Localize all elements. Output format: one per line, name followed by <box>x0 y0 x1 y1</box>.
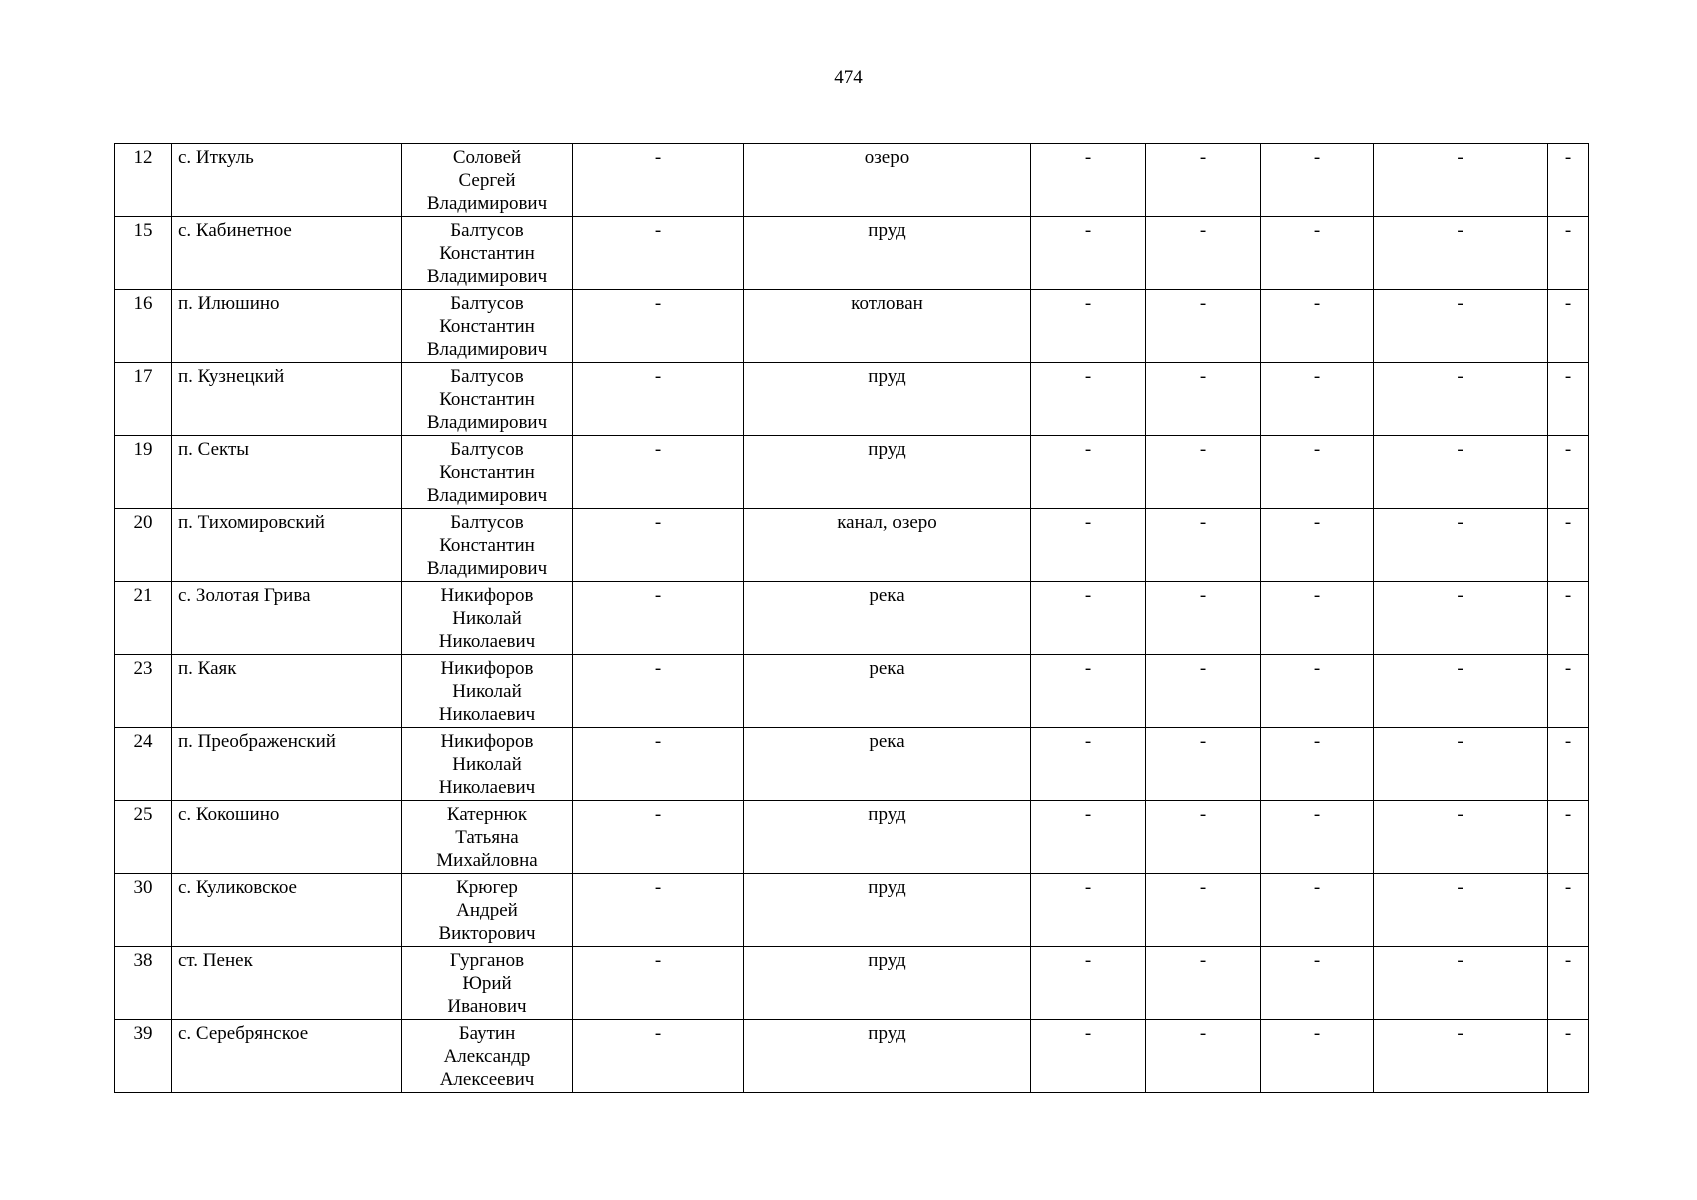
person-name-line: Николай <box>452 681 522 702</box>
dash-cell: - <box>1031 874 1146 947</box>
person-name-line: Викторович <box>438 923 536 944</box>
dash-cell: - <box>1031 509 1146 582</box>
table-row <box>115 874 1589 947</box>
dash-cell: - <box>1374 801 1548 874</box>
responsible-person-cell <box>402 363 573 436</box>
person-name-line: Николаевич <box>438 631 536 652</box>
dash-cell: - <box>1261 582 1374 655</box>
person-name-line: Никифоров <box>440 585 534 606</box>
dash-cell: - <box>573 290 744 363</box>
table-row <box>115 144 1589 217</box>
row-number-cell: 23 <box>115 655 172 728</box>
dash-cell: - <box>1374 728 1548 801</box>
water-body-cell: пруд <box>744 801 1031 874</box>
dash-cell: - <box>1374 655 1548 728</box>
dash-cell: - <box>1261 728 1374 801</box>
dash-cell: - <box>1374 363 1548 436</box>
dash-cell: - <box>1031 217 1146 290</box>
settlement-cell: с. Кабинетное <box>172 217 402 290</box>
settlement-cell: с. Иткуль <box>172 144 402 217</box>
person-name-line: Балтусов <box>450 439 524 460</box>
dash-cell: - <box>1031 144 1146 217</box>
dash-cell: - <box>1548 217 1589 290</box>
person-name-line: Николаевич <box>438 704 536 725</box>
person-name-line: Никифоров <box>440 658 534 679</box>
table-body <box>115 144 1589 1093</box>
person-name-line: Гурганов <box>449 950 525 971</box>
person-name-line: Константин <box>439 316 535 337</box>
dash-cell: - <box>1146 144 1261 217</box>
dash-cell: - <box>1548 801 1589 874</box>
dash-cell: - <box>1261 217 1374 290</box>
dash-cell: - <box>1261 290 1374 363</box>
dash-cell: - <box>1374 509 1548 582</box>
dash-cell: - <box>1146 1020 1261 1093</box>
person-name-line: Балтусов <box>450 512 524 533</box>
table-row <box>115 728 1589 801</box>
dash-cell: - <box>1261 947 1374 1020</box>
responsible-person-cell <box>402 509 573 582</box>
responsible-person-cell <box>402 728 573 801</box>
person-name-line: Николаевич <box>438 777 536 798</box>
person-name-line: Николай <box>452 754 522 775</box>
dash-cell: - <box>1261 655 1374 728</box>
dash-cell: - <box>1374 217 1548 290</box>
person-name-line: Владимирович <box>426 412 548 433</box>
dash-cell: - <box>1031 290 1146 363</box>
dash-cell: - <box>1374 874 1548 947</box>
settlement-cell: п. Каяк <box>172 655 402 728</box>
responsible-person-cell <box>402 217 573 290</box>
dash-cell: - <box>573 1020 744 1093</box>
dash-cell: - <box>1146 290 1261 363</box>
row-number-cell: 39 <box>115 1020 172 1093</box>
responsible-person-cell <box>402 582 573 655</box>
person-name-line: Александр <box>443 1046 531 1067</box>
person-name-line: Владимирович <box>426 193 548 214</box>
person-name-line: Николай <box>452 608 522 629</box>
person-name-line: Крюгер <box>456 877 518 898</box>
dash-cell: - <box>1374 290 1548 363</box>
settlement-cell: с. Кокошино <box>172 801 402 874</box>
water-body-cell: река <box>744 582 1031 655</box>
dash-cell: - <box>573 363 744 436</box>
person-name-line: Никифоров <box>440 731 534 752</box>
dash-cell: - <box>1146 801 1261 874</box>
water-body-cell: пруд <box>744 1020 1031 1093</box>
dash-cell: - <box>1548 582 1589 655</box>
water-body-cell: канал, озеро <box>744 509 1031 582</box>
person-name-line: Балтусов <box>450 220 524 241</box>
dash-cell: - <box>1146 509 1261 582</box>
person-name-line: Балтусов <box>450 293 524 314</box>
dash-cell: - <box>1031 801 1146 874</box>
dash-cell: - <box>1146 582 1261 655</box>
page-number: 474 <box>834 67 863 88</box>
dash-cell: - <box>573 655 744 728</box>
row-number-cell: 30 <box>115 874 172 947</box>
dash-cell: - <box>573 801 744 874</box>
person-name-line: Иванович <box>447 996 527 1017</box>
dash-cell: - <box>1146 947 1261 1020</box>
dash-cell: - <box>1548 436 1589 509</box>
table-row <box>115 290 1589 363</box>
person-name-line: Сергей <box>458 170 516 191</box>
settlements-table <box>114 143 1589 1093</box>
dash-cell: - <box>1374 947 1548 1020</box>
responsible-person-cell <box>402 436 573 509</box>
water-body-cell: река <box>744 655 1031 728</box>
dash-cell: - <box>1031 436 1146 509</box>
person-name-line: Юрий <box>462 973 512 994</box>
dash-cell: - <box>573 436 744 509</box>
water-body-cell: пруд <box>744 217 1031 290</box>
person-name-line: Балтусов <box>450 366 524 387</box>
table-row <box>115 363 1589 436</box>
dash-cell: - <box>1374 582 1548 655</box>
settlement-cell: п. Тихомировский <box>172 509 402 582</box>
dash-cell: - <box>1374 436 1548 509</box>
dash-cell: - <box>573 874 744 947</box>
dash-cell: - <box>1261 509 1374 582</box>
person-name-line: Владимирович <box>426 266 548 287</box>
row-number-cell: 21 <box>115 582 172 655</box>
responsible-person-cell <box>402 290 573 363</box>
dash-cell: - <box>1261 874 1374 947</box>
settlement-cell: п. Преображенский <box>172 728 402 801</box>
person-name-line: Константин <box>439 462 535 483</box>
dash-cell: - <box>1146 728 1261 801</box>
settlement-cell: п. Кузнецкий <box>172 363 402 436</box>
person-name-line: Константин <box>439 535 535 556</box>
row-number-cell: 16 <box>115 290 172 363</box>
person-name-line: Владимирович <box>426 485 548 506</box>
dash-cell: - <box>573 582 744 655</box>
dash-cell: - <box>1548 874 1589 947</box>
row-number-cell: 38 <box>115 947 172 1020</box>
dash-cell: - <box>1031 1020 1146 1093</box>
settlement-cell: п. Илюшино <box>172 290 402 363</box>
water-body-cell: пруд <box>744 436 1031 509</box>
dash-cell: - <box>1146 655 1261 728</box>
water-body-cell: пруд <box>744 947 1031 1020</box>
table-row <box>115 655 1589 728</box>
row-number-cell: 15 <box>115 217 172 290</box>
responsible-person-cell <box>402 144 573 217</box>
dash-cell: - <box>1261 436 1374 509</box>
person-name-line: Татьяна <box>455 827 519 848</box>
row-number-cell: 25 <box>115 801 172 874</box>
person-name-line: Михайловна <box>436 850 538 871</box>
dash-cell: - <box>1031 947 1146 1020</box>
dash-cell: - <box>1548 509 1589 582</box>
dash-cell: - <box>1548 363 1589 436</box>
row-number-cell: 12 <box>115 144 172 217</box>
settlement-cell: ст. Пенек <box>172 947 402 1020</box>
person-name-line: Алексеевич <box>439 1069 535 1090</box>
responsible-person-cell <box>402 947 573 1020</box>
dash-cell: - <box>1261 363 1374 436</box>
table-row <box>115 217 1589 290</box>
dash-cell: - <box>1146 436 1261 509</box>
dash-cell: - <box>1031 655 1146 728</box>
dash-cell: - <box>573 509 744 582</box>
table-row <box>115 947 1589 1020</box>
dash-cell: - <box>1031 363 1146 436</box>
row-number-cell: 19 <box>115 436 172 509</box>
dash-cell: - <box>573 217 744 290</box>
dash-cell: - <box>1548 290 1589 363</box>
water-body-cell: пруд <box>744 874 1031 947</box>
dash-cell: - <box>1031 728 1146 801</box>
water-body-cell: река <box>744 728 1031 801</box>
person-name-line: Константин <box>439 389 535 410</box>
row-number-cell: 20 <box>115 509 172 582</box>
table-row <box>115 509 1589 582</box>
dash-cell: - <box>1261 1020 1374 1093</box>
dash-cell: - <box>1146 874 1261 947</box>
person-name-line: Баутин <box>458 1023 516 1044</box>
dash-cell: - <box>1374 1020 1548 1093</box>
responsible-person-cell <box>402 801 573 874</box>
dash-cell: - <box>1261 801 1374 874</box>
settlement-cell: с. Серебрянское <box>172 1020 402 1093</box>
person-name-line: Соловей <box>452 147 522 168</box>
table-row <box>115 801 1589 874</box>
responsible-person-cell <box>402 655 573 728</box>
settlement-cell: с. Куликовское <box>172 874 402 947</box>
dash-cell: - <box>573 728 744 801</box>
water-body-cell: пруд <box>744 363 1031 436</box>
table-row <box>115 1020 1589 1093</box>
dash-cell: - <box>1374 144 1548 217</box>
person-name-line: Владимирович <box>426 339 548 360</box>
person-name-line: Владимирович <box>426 558 548 579</box>
dash-cell: - <box>573 144 744 217</box>
water-body-cell: котлован <box>744 290 1031 363</box>
dash-cell: - <box>1548 655 1589 728</box>
row-number-cell: 17 <box>115 363 172 436</box>
water-body-cell: озеро <box>744 144 1031 217</box>
dash-cell: - <box>1548 728 1589 801</box>
table-row <box>115 582 1589 655</box>
person-name-line: Андрей <box>456 900 518 921</box>
dash-cell: - <box>1548 947 1589 1020</box>
person-name-line: Константин <box>439 243 535 264</box>
responsible-person-cell <box>402 1020 573 1093</box>
dash-cell: - <box>1146 217 1261 290</box>
dash-cell: - <box>1548 144 1589 217</box>
table-row <box>115 436 1589 509</box>
settlement-cell: п. Секты <box>172 436 402 509</box>
responsible-person-cell <box>402 874 573 947</box>
row-number-cell: 24 <box>115 728 172 801</box>
dash-cell: - <box>573 947 744 1020</box>
settlement-cell: с. Золотая Грива <box>172 582 402 655</box>
dash-cell: - <box>1146 363 1261 436</box>
dash-cell: - <box>1261 144 1374 217</box>
dash-cell: - <box>1031 582 1146 655</box>
dash-cell: - <box>1548 1020 1589 1093</box>
person-name-line: Катернюк <box>446 804 528 825</box>
